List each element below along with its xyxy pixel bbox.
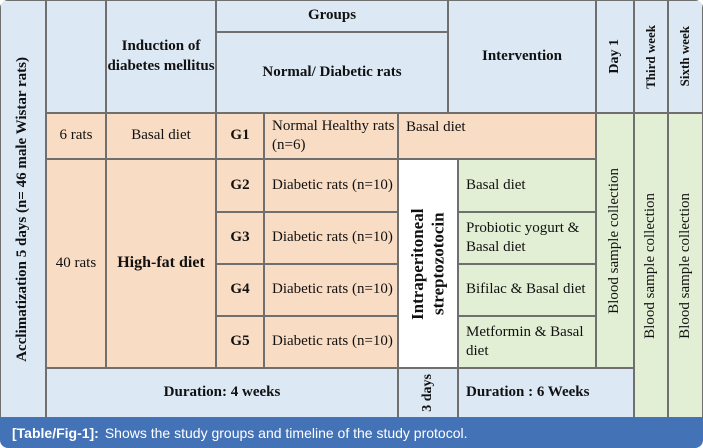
group-description: Normal Healthy rats (n=6) (272, 117, 395, 153)
group-description: Diabetic rats (n=10) (272, 176, 393, 193)
induction-header-label: Induction of diabetes mellitus (107, 38, 215, 74)
healthy-count-label: 6 rats (59, 127, 93, 144)
normal-diabetic-header-cell (216, 32, 448, 113)
caption-text: Shows the study groups and timeline of the study protocol. (104, 425, 468, 441)
induction-header-cell (106, 0, 216, 113)
intervention-cell-g1 (398, 113, 596, 159)
intervention-header-label: Intervention (482, 47, 562, 64)
duration-induction-label: Duration: 4 weeks (163, 384, 281, 401)
third-week-header-cell (634, 0, 668, 113)
count-header-cell (46, 0, 106, 113)
day1-header-cell (596, 0, 634, 113)
acclimatization-label: Acclimatization 5 days (n= 46 male Wistar rats) (14, 56, 31, 362)
group-description: Diabetic rats (n=10) (272, 333, 393, 350)
intervention-label: Probiotic yogurt & Basal diet (466, 219, 580, 255)
description-cell-g3 (264, 212, 398, 264)
figure-caption (0, 418, 703, 448)
group-label: G4 (230, 281, 250, 298)
group-label: G2 (230, 176, 250, 193)
intervention-label: Basal diet (466, 176, 526, 193)
intervention-cell-g4 (458, 264, 596, 316)
acclimatization-cell (0, 0, 46, 418)
intervention-header-cell (448, 0, 596, 113)
blood-sample-day1-label: Blood sample collection (606, 167, 623, 314)
day1-header-label: Day 1 (606, 39, 622, 74)
diabetic-diet-label: High-fat diet (117, 254, 205, 272)
sixth-week-header-cell (668, 0, 703, 113)
duration-intervention-cell (458, 368, 634, 418)
intervention-cell-g3 (458, 212, 596, 264)
third-week-header-label: Third week (642, 24, 658, 89)
healthy-diet-label: Basal diet (131, 127, 191, 144)
intervention-cell-g5 (458, 316, 596, 368)
healthy-diet-cell (106, 113, 216, 159)
diabetic-count-label: 40 rats (55, 254, 97, 271)
duration-days-cell (398, 368, 458, 418)
group-cell-g1 (216, 113, 264, 159)
description-cell-g5 (264, 316, 398, 368)
intervention-cell-g2 (458, 159, 596, 212)
intervention-label: Metformin & Basal diet (466, 323, 584, 359)
group-label: G1 (230, 127, 250, 144)
group-cell-g4 (216, 264, 264, 316)
intervention-label: Bifilac & Basal diet (466, 281, 586, 298)
intervention-label: Basal diet (406, 119, 466, 135)
description-cell-g1 (264, 113, 398, 159)
groups-header-label: Groups (307, 7, 357, 24)
induction-method-cell (398, 159, 458, 368)
group-description: Diabetic rats (n=10) (272, 229, 393, 246)
description-cell-g4 (264, 264, 398, 316)
group-description: Diabetic rats (n=10) (272, 281, 393, 298)
blood-sample-day1-cell (596, 113, 634, 368)
diabetic-count-cell (46, 159, 106, 368)
caption-label: [Table/Fig-1]: (12, 425, 99, 441)
normal-diabetic-header-label: Normal/ Diabetic rats (262, 63, 402, 80)
duration-intervention-label: Duration : 6 Weeks (466, 384, 590, 401)
group-cell-g3 (216, 212, 264, 264)
duration-days-label: 3 days (420, 374, 436, 412)
induction-method-label: Intraperitoneal streptozotocin (407, 207, 447, 320)
duration-induction-cell (46, 368, 398, 418)
group-label: G3 (230, 229, 250, 246)
sixth-week-header-label: Sixth week (677, 26, 693, 87)
blood-sample-sixth-week-label: Blood sample collection (676, 192, 693, 339)
group-cell-g5 (216, 316, 264, 368)
diabetic-diet-cell (106, 159, 216, 368)
description-cell-g2 (264, 159, 398, 212)
group-cell-g2 (216, 159, 264, 212)
blood-sample-sixth-week-cell (668, 113, 703, 418)
healthy-count-cell (46, 113, 106, 159)
blood-sample-third-week-cell (634, 113, 668, 418)
groups-header-cell (216, 0, 448, 32)
blood-sample-third-week-label: Blood sample collection (642, 192, 659, 339)
group-label: G5 (230, 333, 250, 350)
